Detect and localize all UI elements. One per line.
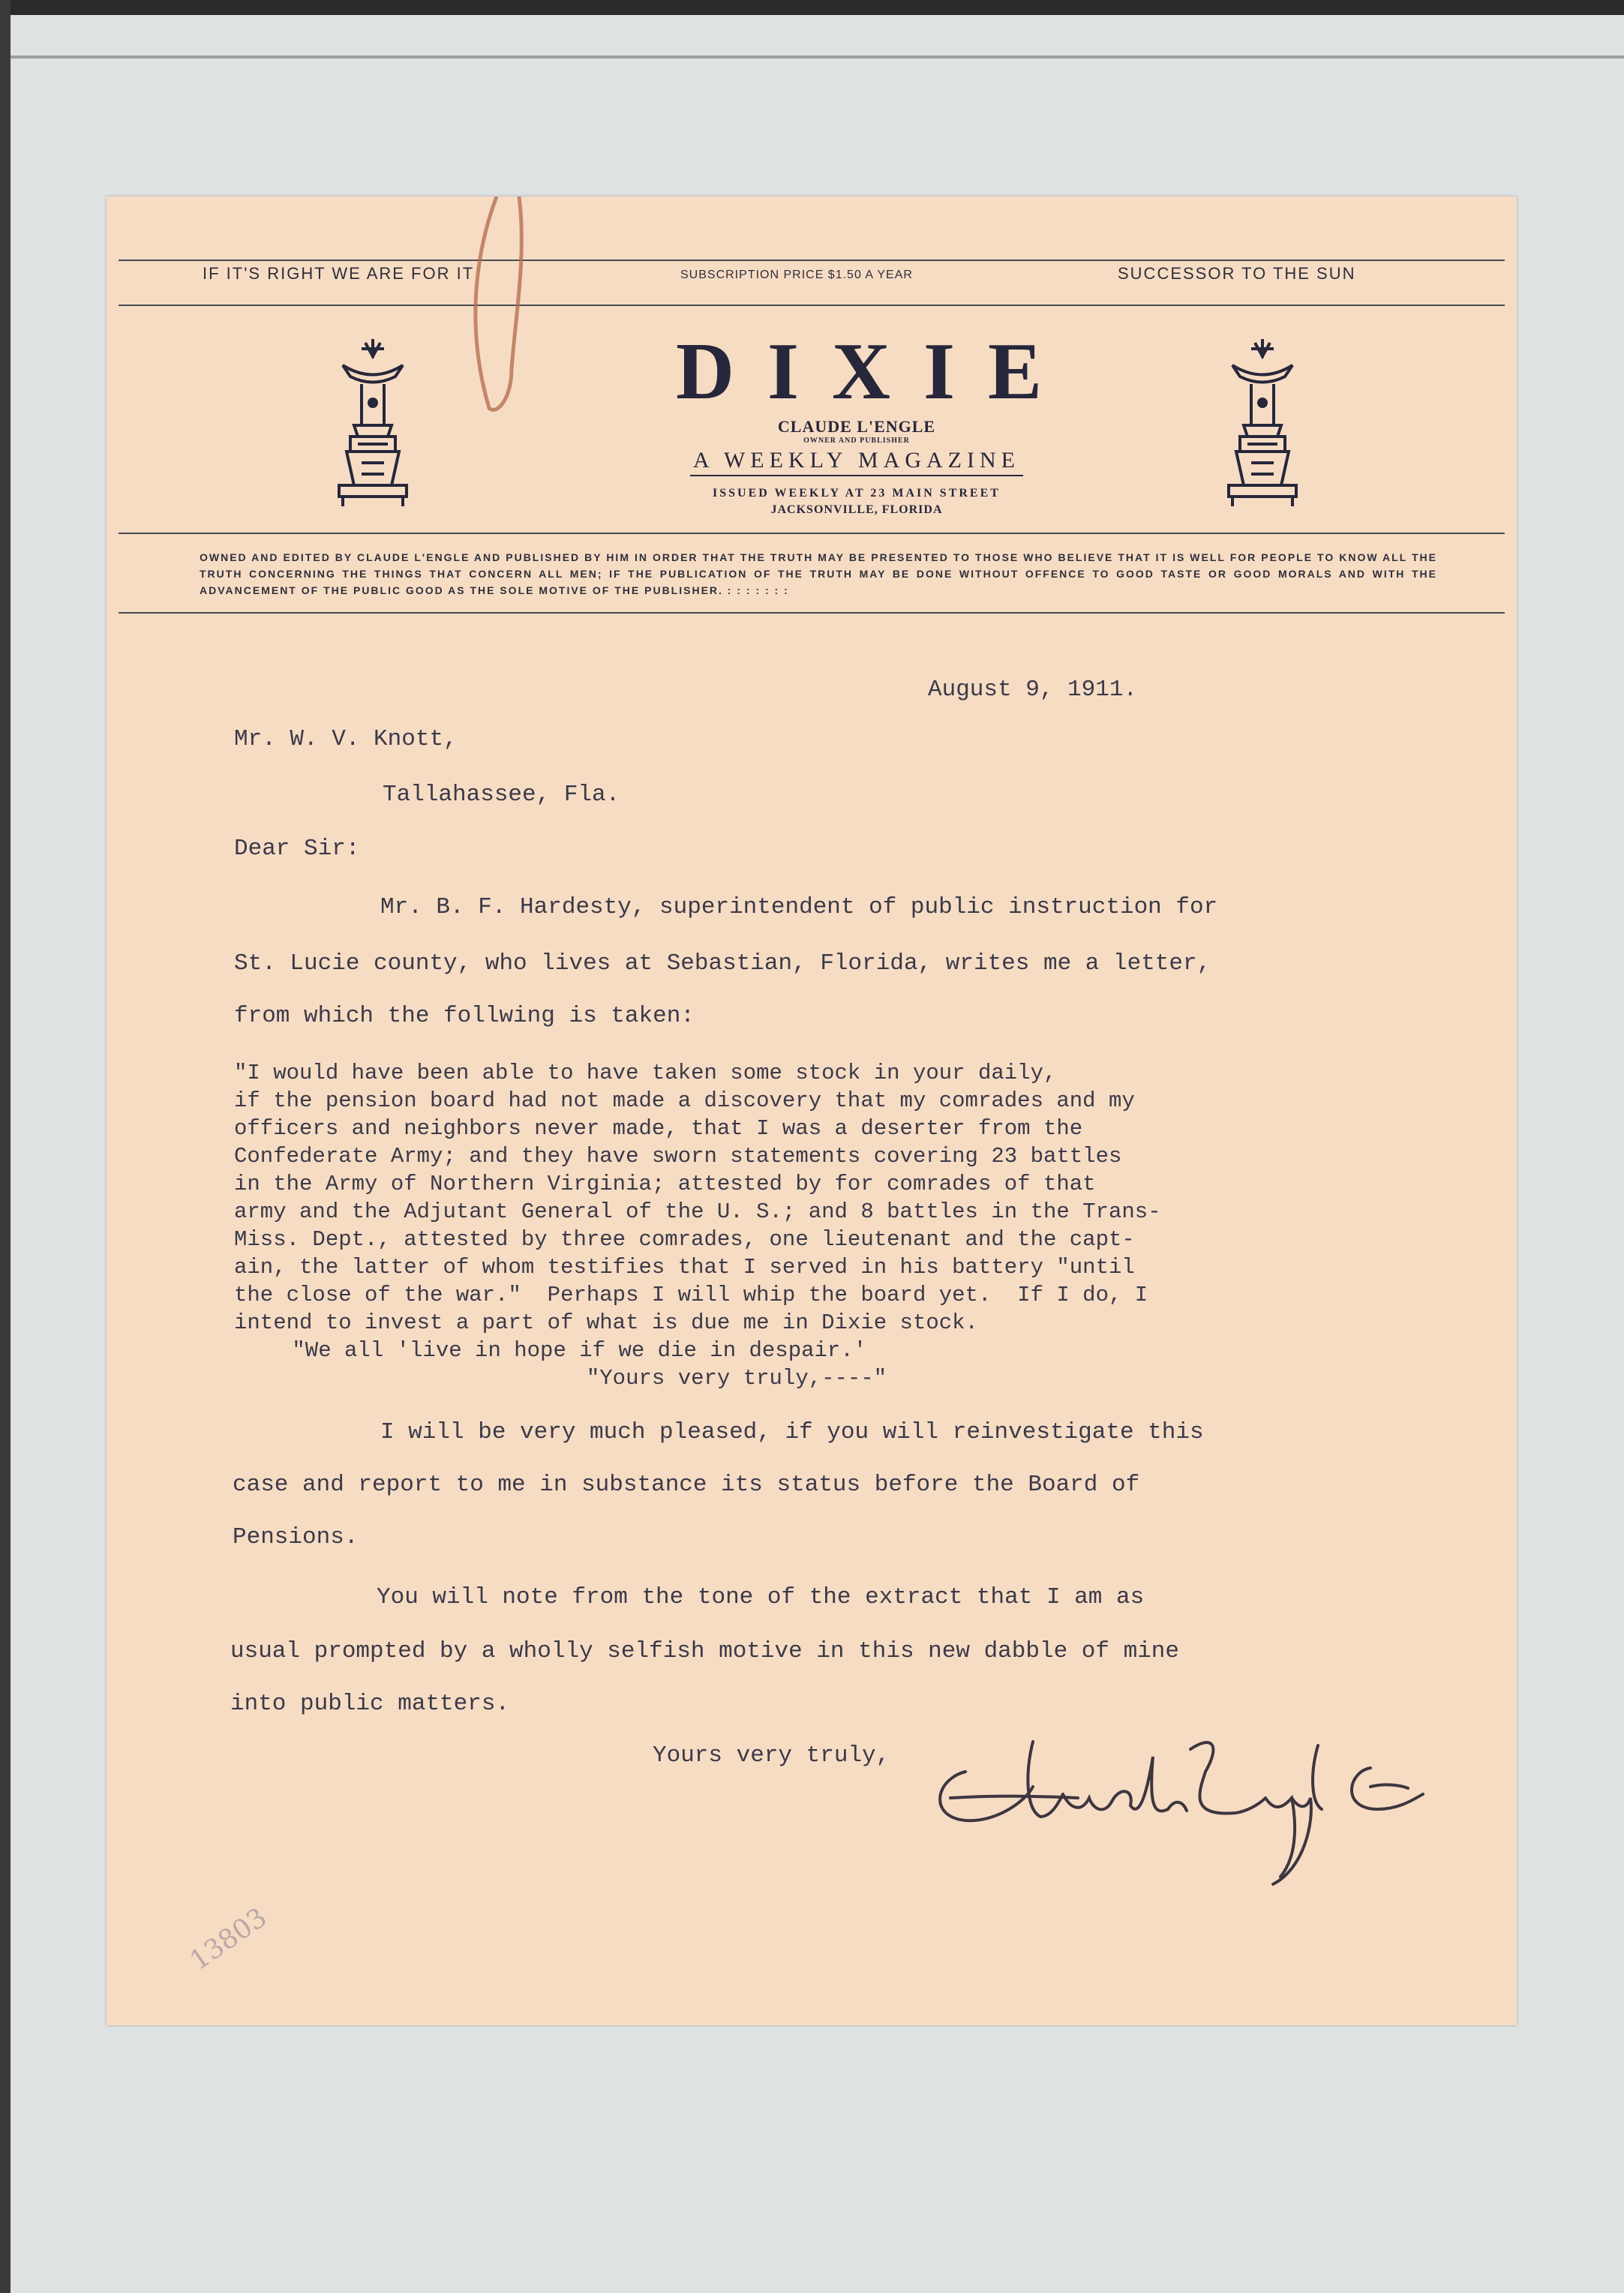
body-line: St. Lucie county, who lives at Sebastian, Florida, writes me a letter,	[234, 950, 1211, 977]
quote-line: "We all 'live in hope if we die in despair.'	[279, 1338, 867, 1363]
letterhead-rule-3	[119, 533, 1505, 534]
body-line: usual prompted by a wholly selfish motive in this new dabble of mine	[230, 1638, 1180, 1664]
salutation: Dear Sir:	[234, 836, 360, 862]
publisher-statement: OWNED AND EDITED BY CLAUDE L'ENGLE AND PUBLISHED BY HIM IN ORDER THAT THE TRUTH MAY BE PRESENTED TO THOSE WHO BELIEVE THAT IT IS WELL FOR PEOPLE TO KNOW ALL THE TRUTH CONCERNING THE THINGS THAT CONCERN ALL MEN; IF THE PUBLICATION OF THE TRUTH MAY BE DONE WITHOUT OFFENCE TO GOOD TASTE OR GOOD MORALS AND WITH THE ADVANCEMENT OF THE PUBLIC GOOD AS THE SOLE MOTIVE OF THE PUBLISHER. : : : : : : :	[200, 551, 1437, 596]
letterhead-rule-4	[119, 612, 1505, 614]
owner-name: CLAUDE L'ENGLE	[777, 417, 936, 436]
body-line: I will be very much pleased, if you will reinvestigate this	[380, 1419, 1204, 1445]
quote-line: officers and neighbors never made, that I was a deserter from the	[234, 1116, 1083, 1141]
handwritten-signature	[920, 1727, 1430, 1892]
letterhead-rule-top	[119, 260, 1505, 261]
issue-city: JACKSONVILLE, FLORIDA	[770, 503, 943, 516]
masthead	[579, 327, 1134, 517]
body-line: case and report to me in substance its status before the Board of	[233, 1472, 1140, 1498]
quote-line: Confederate Army; and they have sworn statements covering 23 battles	[234, 1144, 1122, 1169]
quote-line: "Yours very truly,----"	[234, 1366, 887, 1391]
letterhead-successor: SUCCESSOR TO THE SUN	[1118, 264, 1356, 283]
quote-line: the close of the war." Perhaps I will whip the board yet. If I do, I	[234, 1283, 1148, 1307]
issue-address: ISSUED WEEKLY AT 23 MAIN STREET	[713, 487, 1001, 500]
body-line: into public matters.	[230, 1691, 510, 1717]
letterhead-motto: IF IT'S RIGHT WE ARE FOR IT	[203, 264, 475, 283]
lamp-ornament-icon	[1221, 335, 1304, 508]
pencil-number-text: 13803	[184, 1901, 273, 1977]
quote-line: intend to invest a part of what is due me in Dixie stock.	[234, 1310, 978, 1335]
letterhead-subscription: SUBSCRIPTION PRICE $1.50 A YEAR	[680, 269, 913, 281]
quote-line: "I would have been able to have taken some stock in your daily,	[234, 1061, 1057, 1085]
quote-line: if the pension board had not made a discovery that my comrades and my	[234, 1088, 1135, 1113]
quote-line: in the Army of Northern Virginia; attested by for comrades of that	[234, 1172, 1096, 1196]
quote-line: ain, the latter of whom testifies that I served in his battery "until	[234, 1255, 1135, 1280]
body-line: You will note from the tone of the extract that I am as	[377, 1584, 1145, 1610]
recipient-name: Mr. W. V. Knott,	[234, 726, 458, 752]
lamp-ornament-icon	[332, 335, 414, 508]
owner-role: OWNER AND PUBLISHER	[803, 437, 910, 445]
archive-pencil-number	[178, 1888, 275, 1978]
letter-page	[107, 197, 1517, 2025]
magazine-title: DIXIE	[675, 327, 1076, 416]
magazine-subtitle: A WEEKLY MAGAZINE	[690, 448, 1023, 476]
scan-edge-left	[0, 0, 11, 2293]
scan-edge-top	[0, 0, 1624, 15]
letter-date: August 9, 1911.	[928, 677, 1138, 703]
body-line: from which the follwing is taken:	[234, 1003, 695, 1029]
body-line: Pensions.	[233, 1524, 359, 1550]
scan-guide-line	[11, 56, 1624, 59]
letterhead-rule-2	[119, 305, 1505, 306]
recipient-city: Tallahassee, Fla.	[383, 782, 620, 808]
closing: Yours very truly,	[653, 1742, 890, 1769]
quote-line: army and the Adjutant General of the U. S.; and 8 battles in the Trans-	[234, 1199, 1161, 1224]
quoted-passage	[234, 1059, 1161, 1392]
quote-line: Miss. Dept., attested by three comrades, one lieutenant and the capt-	[234, 1227, 1135, 1252]
paper-crease-mark	[444, 197, 534, 422]
body-line: Mr. B. F. Hardesty, superintendent of public instruction for	[380, 894, 1218, 920]
